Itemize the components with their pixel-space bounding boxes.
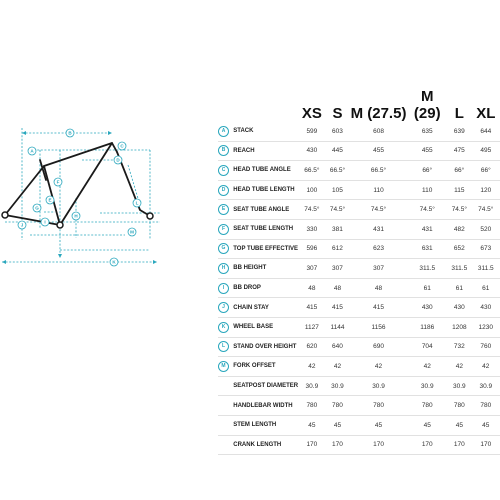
diagram-label-d [114, 156, 122, 164]
measurement-value: 311.5 [477, 264, 494, 272]
measurement-value: 623 [373, 245, 384, 253]
measurement-value: 475 [453, 147, 465, 155]
measurement-value: 1208 [452, 323, 467, 331]
measurement-value: 431 [373, 225, 384, 233]
table-row [218, 337, 500, 357]
row-letter-cell [218, 200, 233, 220]
table-row [218, 161, 500, 181]
measurement-value: 311.5 [451, 264, 468, 272]
diagram-label-text: F [56, 179, 60, 185]
diagram-label-text: C [120, 143, 124, 149]
measurement-value: 74.5° [419, 206, 435, 214]
measurement-label: STEM LENGTH [233, 422, 277, 429]
measurement-letter-badge: M [218, 361, 229, 372]
measurement-value: 644 [480, 127, 492, 135]
measurement-label: BB HEIGHT [233, 265, 267, 272]
measurement-value: 482 [453, 225, 465, 233]
diagram-label-text: L [135, 200, 139, 206]
measurement-value: 45 [455, 421, 463, 429]
measurement-value: 640 [332, 343, 343, 351]
measurement-value: 704 [421, 343, 433, 351]
row-letter-cell [218, 219, 233, 239]
measurement-letter-badge: L [218, 341, 229, 352]
measurement-value: 170 [332, 441, 343, 449]
diagram-label-text: M [130, 229, 134, 235]
measurement-value: 42 [308, 362, 316, 370]
table-row [218, 122, 500, 141]
geometry-table [218, 88, 500, 455]
measurement-value: 430 [306, 147, 318, 155]
measurement-value: 1230 [478, 323, 494, 331]
measurement-value: 66° [422, 166, 433, 174]
measurement-label: FORK OFFSET [233, 363, 276, 370]
row-letter-cell [218, 435, 233, 455]
measurement-value: 1144 [330, 323, 345, 331]
measurement-value: 599 [306, 127, 318, 135]
measurement-value: 30.9 [420, 382, 434, 390]
measurement-value: 45 [482, 421, 490, 429]
size-header-row [218, 88, 500, 122]
measurement-value: 673 [480, 245, 492, 253]
measurement-value: 110 [422, 186, 433, 194]
row-letter-cell [218, 337, 233, 357]
table-row [218, 239, 500, 259]
header-spacer [233, 88, 298, 122]
measurement-label: CHAIN STAY [233, 304, 269, 311]
measurement-value: 415 [373, 304, 384, 312]
measurement-value: 45 [333, 421, 342, 429]
table-row [218, 317, 500, 337]
measurement-value: 66° [454, 166, 465, 174]
measurement-value: 520 [480, 225, 492, 233]
measurement-value: 48 [374, 284, 383, 292]
measurement-value: 66.5° [370, 166, 387, 174]
measurement-label: TOP TUBE EFFECTIVE [233, 245, 299, 252]
measurement-value: 61 [423, 284, 431, 292]
measurement-label: CRANK LENGTH [233, 441, 282, 448]
table-row [218, 435, 500, 455]
row-letter-cell [218, 278, 233, 298]
measurement-value: 608 [373, 127, 384, 135]
rear-axle [2, 212, 8, 218]
measurement-label: SEAT TUBE ANGLE [233, 206, 290, 213]
measurement-value: 311.5 [419, 264, 436, 272]
size-header-xl: XL [476, 105, 496, 122]
measurement-value: 30.9 [372, 382, 385, 390]
row-letter-cell [218, 259, 233, 279]
measurement-label: HEAD TUBE LENGTH [233, 187, 295, 194]
measurement-label: WHEEL BASE [233, 324, 274, 331]
diagram-label-c [118, 142, 126, 150]
measurement-value: 74.5° [304, 206, 320, 214]
measurement-value: 620 [306, 343, 318, 351]
measurement-value: 45 [308, 421, 316, 429]
measurement-letter-badge: B [218, 145, 229, 156]
diagram-label-e [46, 196, 54, 204]
measurement-label: SEAT TUBE LENGTH [233, 226, 294, 233]
measurement-letter-badge: G [218, 243, 229, 254]
measurement-value: 42 [482, 362, 490, 370]
measurement-value: 105 [332, 186, 343, 194]
table-row [218, 219, 500, 239]
diagram-label-group [18, 129, 141, 266]
measurement-value: 307 [373, 264, 384, 272]
row-letter-cell [218, 357, 233, 377]
measurement-letter-badge: C [218, 165, 229, 176]
geometry-diagram [0, 118, 170, 278]
measurement-value: 780 [332, 402, 343, 410]
measurement-value: 760 [480, 343, 492, 351]
size-header-l: L [454, 105, 464, 122]
measurement-letter-badge: F [218, 224, 229, 235]
size-header-s: S [332, 105, 343, 122]
measurement-letter-badge: K [218, 322, 229, 333]
diagram-label-text: B [68, 130, 72, 136]
measurement-value: 455 [421, 147, 433, 155]
measurement-label: STACK [233, 128, 254, 135]
size-header-xs: XS [301, 105, 322, 122]
measurement-label: REACH [233, 147, 255, 154]
measurement-value: 780 [453, 402, 465, 410]
measurement-value: 307 [306, 264, 318, 272]
measurement-value: 115 [454, 186, 465, 194]
row-letter-cell [218, 396, 233, 416]
arrow-heads [2, 131, 157, 264]
row-letter-cell [218, 298, 233, 318]
table-row [218, 141, 500, 161]
diagram-label-a [28, 147, 36, 155]
measurement-value: 170 [373, 441, 384, 449]
measurement-value: 430 [453, 304, 465, 312]
measurement-value: 74.5° [370, 206, 387, 214]
measurement-label: SEATPOST DIAMETER [233, 383, 299, 390]
measurement-value: 30.9 [305, 382, 319, 390]
table-row [218, 415, 500, 435]
measurement-value: 110 [373, 186, 384, 194]
measurement-value: 330 [306, 225, 318, 233]
header-spacer [218, 88, 233, 122]
measurement-value: 612 [332, 245, 343, 253]
row-letter-cell [218, 376, 233, 396]
measurement-letter-badge: A [218, 126, 229, 137]
size-header-m-29: M (29) [413, 88, 441, 122]
measurement-value: 42 [333, 362, 342, 370]
measurement-value: 170 [480, 441, 492, 449]
measurement-value: 430 [480, 304, 492, 312]
table-row [218, 376, 500, 396]
measurement-value: 66.5° [329, 166, 346, 174]
measurement-value: 170 [421, 441, 433, 449]
table-row [218, 259, 500, 279]
diagram-label-text: G [35, 205, 39, 211]
bottom-bracket [57, 222, 63, 228]
measurement-letter-badge: E [218, 204, 229, 215]
diagram-label-text: D [116, 157, 120, 163]
measurement-value: 431 [421, 225, 433, 233]
diagram-label-m [128, 228, 136, 236]
diagram-label-h [72, 212, 80, 220]
measurement-value: 74.5° [478, 206, 494, 214]
measurement-value: 603 [332, 127, 343, 135]
measurement-value: 42 [374, 362, 383, 370]
size-header-m-27-5: M (27.5) [350, 105, 407, 122]
measurement-value: 690 [373, 343, 384, 351]
row-letter-cell [218, 161, 233, 181]
measurement-label: STAND OVER HEIGHT [233, 343, 297, 350]
measurement-value: 45 [374, 421, 383, 429]
diagram-label-l [133, 199, 141, 207]
measurement-label: BB DROP [233, 285, 261, 292]
measurement-value: 170 [453, 441, 465, 449]
row-letter-cell [218, 180, 233, 200]
diagram-label-text: A [30, 148, 34, 154]
measurement-value: 631 [421, 245, 433, 253]
measurement-value: 780 [373, 402, 384, 410]
row-letter-cell [218, 239, 233, 259]
measurement-value: 780 [306, 402, 318, 410]
table-row [218, 357, 500, 377]
measurement-value: 445 [332, 147, 343, 155]
measurement-value: 381 [332, 225, 343, 233]
measurement-value: 42 [423, 362, 431, 370]
measurement-value: 430 [421, 304, 433, 312]
row-letter-cell [218, 317, 233, 337]
diagram-label-text: H [74, 213, 78, 219]
measurement-value: 415 [332, 304, 343, 312]
measurement-value: 635 [421, 127, 433, 135]
measurement-value: 455 [373, 147, 384, 155]
measurement-value: 780 [480, 402, 492, 410]
measurement-value: 1186 [420, 323, 435, 331]
measurement-value: 48 [333, 284, 342, 292]
measurement-value: 74.5° [329, 206, 346, 214]
diagram-label-g [33, 204, 41, 212]
measurement-value: 30.9 [331, 382, 344, 390]
table-row [218, 180, 500, 200]
measurement-value: 495 [480, 147, 492, 155]
measurement-value: 307 [332, 264, 343, 272]
measurement-letter-badge: I [218, 283, 229, 294]
measurement-value: 61 [455, 284, 463, 292]
measurement-value: 42 [455, 362, 463, 370]
dimension-lines [2, 128, 160, 262]
row-letter-cell [218, 415, 233, 435]
table-row [218, 200, 500, 220]
measurement-value: 30.9 [453, 382, 466, 390]
row-letter-cell [218, 141, 233, 161]
measurement-letter-badge: D [218, 185, 229, 196]
measurement-value: 596 [306, 245, 318, 253]
geometry-table-body [218, 122, 500, 455]
diagram-label-j [18, 221, 26, 229]
measurement-value: 1127 [304, 323, 319, 331]
measurement-value: 120 [480, 186, 492, 194]
diagram-label-i [41, 218, 49, 226]
measurement-label: HANDLEBAR WIDTH [233, 402, 293, 409]
measurement-value: 639 [453, 127, 465, 135]
measurement-value: 780 [421, 402, 433, 410]
measurement-value: 732 [453, 343, 465, 351]
measurement-value: 61 [482, 284, 490, 292]
measurement-value: 170 [306, 441, 318, 449]
measurement-letter-badge: H [218, 263, 229, 274]
table-row [218, 396, 500, 416]
measurement-value: 66° [480, 166, 491, 174]
measurement-value: 415 [306, 304, 318, 312]
diagram-label-text: I [44, 219, 46, 225]
measurement-value: 652 [453, 245, 465, 253]
measurement-value: 66.5° [304, 166, 320, 174]
measurement-letter-badge: J [218, 302, 229, 313]
diagram-label-f [54, 178, 62, 186]
diagram-label-text: E [48, 197, 52, 203]
table-row [218, 298, 500, 318]
measurement-label: HEAD TUBE ANGLE [233, 167, 291, 174]
measurement-value: 45 [423, 421, 431, 429]
diagram-label-text: J [20, 222, 24, 228]
row-letter-cell [218, 122, 233, 141]
diagram-label-text: K [112, 259, 116, 265]
measurement-value: 48 [308, 284, 316, 292]
measurement-value: 74.5° [451, 206, 467, 214]
measurement-value: 100 [306, 186, 318, 194]
table-row [218, 278, 500, 298]
diagram-label-b [66, 129, 74, 137]
diagram-label-k [110, 258, 118, 266]
measurement-value: 1156 [371, 323, 386, 331]
front-axle [147, 213, 153, 219]
measurement-value: 30.9 [479, 382, 493, 390]
